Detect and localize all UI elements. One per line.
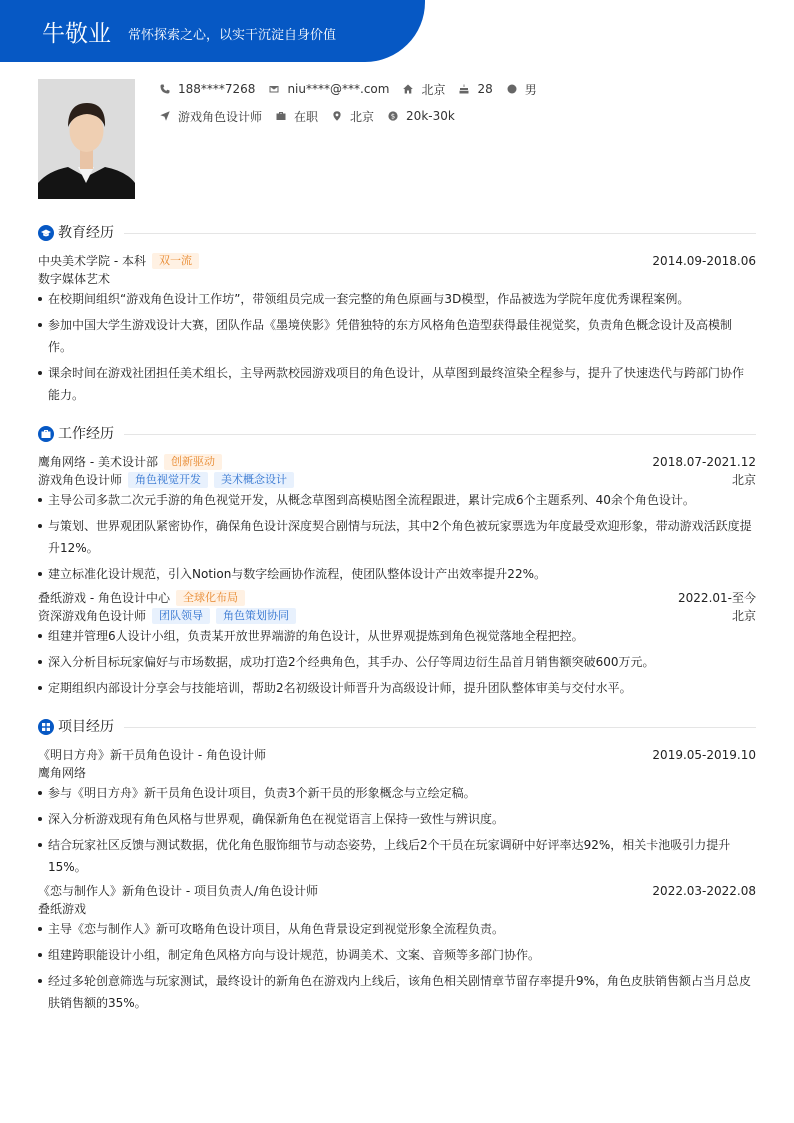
list-item: 参加中国大学生游戏设计大赛，团队作品《墨境侠影》凭借独特的东方风格角色造型获得最佳视觉奖，负责角色概念设计及高模制 bbox=[38, 314, 756, 336]
project-title: 《明日方舟》新干员角色设计 - 角色设计师 bbox=[38, 748, 266, 762]
send-icon bbox=[160, 111, 170, 121]
section-divider bbox=[124, 434, 756, 435]
project-dates: 2019.05-2019.10 bbox=[652, 748, 756, 762]
list-item-continued: 作。 bbox=[48, 340, 73, 354]
bullet-dot bbox=[38, 953, 42, 957]
bullet-dot bbox=[38, 634, 42, 638]
company-tag: 全球化布局 bbox=[176, 590, 245, 606]
section-divider bbox=[124, 233, 756, 234]
education-major-row bbox=[38, 270, 756, 288]
work-header bbox=[38, 453, 756, 471]
list-item: 课余时间在游戏社团担任美术组长，主导两款校园游戏项目的角色设计，从草图到最终渲染全程参与，提升了快速迭代与跨部门协作 bbox=[38, 362, 756, 384]
school-tag: 双一流 bbox=[152, 253, 199, 269]
education-header bbox=[38, 252, 756, 270]
work-city: 北京 bbox=[731, 473, 756, 487]
list-item: 结合玩家社区反馈与测试数据，优化角色服饰细节与动态姿势，上线后2个干员在玩家调研中好评率达92%，相关卡池吸引力提升 bbox=[38, 834, 756, 856]
bullet-dot bbox=[38, 686, 42, 690]
svg-text:$: $ bbox=[390, 112, 396, 121]
status-item bbox=[276, 108, 318, 125]
gender-item bbox=[507, 81, 537, 98]
gender-icon bbox=[507, 84, 517, 94]
target-job-text: 游戏角色设计师 bbox=[178, 109, 263, 124]
work-dates: 2022.01-至今 bbox=[678, 591, 756, 605]
list-item-continued: 能力。 bbox=[48, 388, 85, 402]
home-item bbox=[403, 81, 445, 98]
mail-icon bbox=[269, 84, 279, 94]
target-city-text: 北京 bbox=[350, 109, 375, 124]
money-icon bbox=[388, 111, 398, 121]
work-role-row bbox=[38, 471, 756, 489]
status-text: 在职 bbox=[294, 109, 319, 124]
project-company-row bbox=[38, 900, 756, 918]
role-name: 资深游戏角色设计师 bbox=[38, 609, 147, 623]
phone-item bbox=[160, 82, 255, 96]
bullet-dot bbox=[38, 498, 42, 502]
work-section-header bbox=[38, 425, 756, 443]
project-dates: 2022.03-2022.08 bbox=[652, 884, 756, 898]
phone-text: 188****7268 bbox=[178, 82, 256, 96]
project-company: 鹰角网络 bbox=[38, 766, 87, 780]
bullet-dot bbox=[38, 323, 42, 327]
role-tag: 美术概念设计 bbox=[214, 472, 294, 488]
bullet-dot bbox=[38, 979, 42, 983]
candidate-name: 牛敬业 bbox=[42, 21, 111, 47]
briefcase-icon bbox=[38, 426, 54, 442]
bullet-dot bbox=[38, 524, 42, 528]
company-name: 叠纸游戏 - 角色设计中心 bbox=[38, 591, 170, 605]
role-name: 游戏角色设计师 bbox=[38, 473, 123, 487]
list-item: 建立标准化设计规范，引入Notion与数字绘画协作流程，使团队整体设计产出效率提升22%。 bbox=[38, 563, 756, 585]
salary-item bbox=[388, 109, 455, 123]
list-item: 组建并管理6人设计小组，负责某开放世界端游的角色设计，从世界观提炼到角色视觉落地全程把控。 bbox=[38, 625, 756, 647]
role-tag: 角色视觉开发 bbox=[128, 472, 208, 488]
list-item-continued: 升12%。 bbox=[48, 541, 99, 555]
list-item: 主导公司多款二次元手游的角色视觉开发，从概念草图到高模贴图全流程跟进，累计完成6个主题系列、40余个角色设计。 bbox=[38, 489, 756, 511]
cake-icon bbox=[459, 84, 469, 94]
section-title: 工作经历 bbox=[58, 426, 114, 442]
home-icon bbox=[403, 84, 413, 94]
company-name: 鹰角网络 - 美术设计部 bbox=[38, 455, 158, 469]
candidate-slogan: 常怀探索之心，以实干沉淀自身价值 bbox=[128, 28, 337, 43]
header-banner bbox=[0, 0, 425, 62]
bullet-dot bbox=[38, 927, 42, 931]
list-item: 组建跨职能设计小组，制定角色风格方向与设计规范，协调美术、文案、音频等多部门协作。 bbox=[38, 944, 756, 966]
email-text: niu****@***.com bbox=[287, 82, 390, 96]
section-title: 项目经历 bbox=[58, 719, 114, 735]
list-item: 深入分析游戏现有角色风格与世界观，确保新角色在视觉语言上保持一致性与辨识度。 bbox=[38, 808, 756, 830]
bullet-dot bbox=[38, 843, 42, 847]
work-role-row bbox=[38, 607, 756, 625]
project-header bbox=[38, 746, 756, 764]
work-dates: 2018.07-2021.12 bbox=[652, 455, 756, 469]
major-name: 数字媒体艺术 bbox=[38, 272, 111, 286]
education-dates: 2014.09-2018.06 bbox=[652, 254, 756, 268]
project-company: 叠纸游戏 bbox=[38, 902, 87, 916]
list-item: 在校期间组织“游戏角色设计工作坊”，带领组员完成一套完整的角色原画与3D模型，作品被选为学院年度优秀课程案例。 bbox=[38, 288, 756, 310]
graduation-cap-icon bbox=[38, 225, 54, 241]
bullet-dot bbox=[38, 297, 42, 301]
bullet-dot bbox=[38, 572, 42, 576]
location-icon bbox=[332, 111, 342, 121]
home-text: 北京 bbox=[421, 82, 446, 97]
list-item: 定期组织内部设计分享会与技能培训，帮助2名初级设计师晋升为高级设计师，提升团队整体审美与交付水平。 bbox=[38, 677, 756, 699]
list-item: 参与《明日方舟》新干员角色设计项目，负责3个新干员的形象概念与立绘定稿。 bbox=[38, 782, 756, 804]
gender-text: 男 bbox=[524, 82, 537, 97]
list-item-continued: 肤销售额的35%。 bbox=[48, 996, 147, 1010]
work-city: 北京 bbox=[731, 609, 756, 623]
company-tag: 创新驱动 bbox=[164, 454, 222, 470]
list-item-continued: 15%。 bbox=[48, 860, 87, 874]
grid-icon bbox=[38, 719, 54, 735]
list-item: 主导《恋与制作人》新可攻略角色设计项目，从角色背景设定到视觉形象全流程负责。 bbox=[38, 918, 756, 940]
bullet-dot bbox=[38, 371, 42, 375]
project-section-header bbox=[38, 718, 756, 736]
salary-text: 20k-30k bbox=[406, 109, 455, 123]
bullet-dot bbox=[38, 791, 42, 795]
education-section-header bbox=[38, 224, 756, 242]
project-company-row bbox=[38, 764, 756, 782]
section-title: 教育经历 bbox=[58, 225, 114, 241]
bullet-dot bbox=[38, 817, 42, 821]
work-header bbox=[38, 589, 756, 607]
briefcase-icon bbox=[276, 111, 286, 121]
list-item: 经过多轮创意筛选与玩家测试，最终设计的新角色在游戏内上线后，该角色相关剧情章节留存率提升9%，角色皮肤销售额占当月总皮 bbox=[38, 970, 756, 992]
role-tag: 角色策划协同 bbox=[216, 608, 296, 624]
project-header bbox=[38, 882, 756, 900]
profile-photo bbox=[38, 79, 135, 199]
list-item: 与策划、世界观团队紧密协作，确保角色设计深度契合剧情与玩法，其中2个角色被玩家票选为年度最受欢迎形象，带动游戏活跃度提 bbox=[38, 515, 756, 537]
target-job-item bbox=[160, 108, 262, 125]
project-title: 《恋与制作人》新角色设计 - 项目负责人/角色设计师 bbox=[38, 884, 319, 898]
email-item bbox=[269, 82, 389, 96]
phone-icon bbox=[160, 84, 170, 94]
intent-row bbox=[160, 107, 469, 125]
contact-row bbox=[160, 80, 551, 98]
bullet-dot bbox=[38, 660, 42, 664]
section-divider bbox=[124, 727, 756, 728]
age-text: 28 bbox=[477, 82, 493, 96]
school-name: 中央美术学院 - 本科 bbox=[38, 254, 146, 268]
role-tag: 团队领导 bbox=[152, 608, 210, 624]
age-item bbox=[459, 82, 492, 96]
target-city-item bbox=[332, 108, 374, 125]
list-item: 深入分析目标玩家偏好与市场数据，成功打造2个经典角色，其手办、公仔等周边衍生品首月销售额突破600万元。 bbox=[38, 651, 756, 673]
